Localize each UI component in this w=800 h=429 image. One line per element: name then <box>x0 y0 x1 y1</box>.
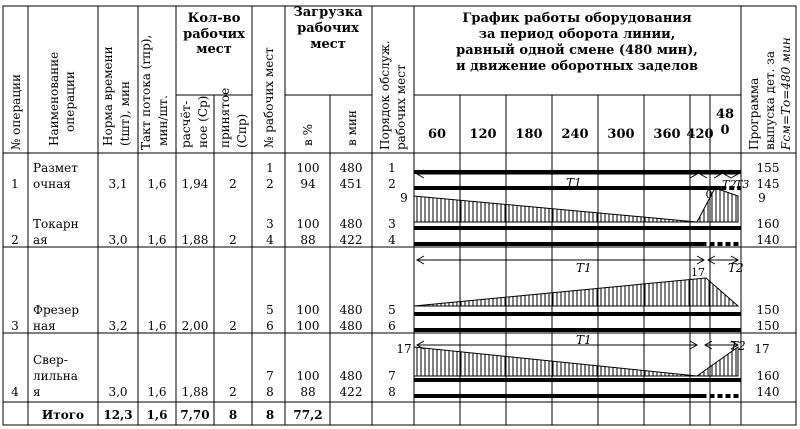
header-accepted: (Спр) <box>235 113 249 148</box>
header-takt: мин/шт. <box>156 95 170 146</box>
load-minutes: 480 <box>339 217 363 231</box>
op-name: лильна <box>33 369 78 383</box>
program-output: 155 <box>756 161 780 175</box>
op-name: ная <box>33 319 56 333</box>
period-label: T1 <box>576 261 592 275</box>
total-norm: 12,3 <box>103 408 133 422</box>
program-output: 140 <box>756 385 780 399</box>
load-percent: 88 <box>300 233 316 247</box>
header-takt: Такт потока (rпр), <box>139 34 153 150</box>
program-output: 160 <box>756 369 780 383</box>
op-norm-time: 3,1 <box>108 177 128 191</box>
header-workplaces: мест <box>196 42 232 57</box>
header-program: Fсм=Tо=480 мин <box>779 37 793 150</box>
load-percent: 100 <box>296 303 320 317</box>
service-order: 3 <box>388 217 396 231</box>
time-tick-label: 0 <box>720 123 730 138</box>
program-output: 140 <box>756 233 780 247</box>
op-norm-time: 3,2 <box>108 319 128 333</box>
op-accepted-workplaces: 2 <box>229 177 237 191</box>
header-calc: ное (Ср) <box>196 95 210 148</box>
time-tick-label: 120 <box>469 127 497 142</box>
op-accepted-workplaces: 2 <box>229 385 237 399</box>
op-norm-time: 3,0 <box>108 233 128 247</box>
workplace-number: 5 <box>266 303 274 317</box>
op-takt: 1,6 <box>147 233 167 247</box>
workplace-number: 8 <box>266 385 274 399</box>
program-output: 150 <box>756 303 780 317</box>
program-output: 145 <box>756 177 780 191</box>
load-minutes: 480 <box>339 369 363 383</box>
time-tick-label: 60 <box>427 127 447 142</box>
load-percent: 94 <box>300 177 316 191</box>
op-number: 1 <box>11 177 19 191</box>
header-service-order: Порядок обслуж. <box>378 40 392 150</box>
op-name: Токарн <box>33 217 79 231</box>
service-order: 1 <box>388 161 396 175</box>
workplace-number: 7 <box>266 369 274 383</box>
backlog-area <box>414 347 697 376</box>
service-order: 7 <box>388 369 396 383</box>
op-calc-workplaces: 1,88 <box>181 385 209 399</box>
op-takt: 1,6 <box>147 319 167 333</box>
op-takt: 1,6 <box>147 385 167 399</box>
header-workplaces: рабочих <box>183 27 245 42</box>
header-op-no: № операции <box>9 73 23 150</box>
header-workplaces: Кол-во <box>187 11 241 26</box>
op-name: Размет <box>33 161 78 175</box>
load-percent: 100 <box>296 319 320 333</box>
time-tick-label: 300 <box>607 127 635 142</box>
period-label: T3 <box>735 178 750 191</box>
header-load-min: в мин <box>345 110 359 146</box>
period-label: T2 <box>730 339 746 353</box>
period-label: T1 <box>566 176 582 190</box>
backlog-value: 9 <box>400 191 408 205</box>
header-schedule-title: равный одной смене (480 мин), <box>456 43 698 58</box>
total-percent: 77,2 <box>293 408 323 422</box>
op-number: 3 <box>11 319 19 333</box>
header-load-pct: в % <box>301 124 315 146</box>
load-minutes: 480 <box>339 161 363 175</box>
op-norm-time: 3,0 <box>108 385 128 399</box>
workplace-number: 2 <box>266 177 274 191</box>
program-output: 160 <box>756 217 780 231</box>
workplace-number: 4 <box>266 233 274 247</box>
service-order: 6 <box>388 319 396 333</box>
total-places: 8 <box>265 408 275 422</box>
load-minutes: 422 <box>339 233 363 247</box>
backlog-value: 0 <box>705 188 713 201</box>
time-tick-label: 180 <box>515 127 543 142</box>
op-accepted-workplaces: 2 <box>229 233 237 247</box>
header-schedule-title: и движение оборотных заделов <box>455 59 699 74</box>
header-schedule-title: за период оборота линии, <box>478 27 676 42</box>
backlog-value: 9 <box>758 191 766 205</box>
op-name: Свер- <box>33 353 68 367</box>
op-name: ая <box>33 233 48 247</box>
op-takt: 1,6 <box>147 177 167 191</box>
workplace-number: 3 <box>266 217 274 231</box>
backlog-value: 17 <box>754 342 770 356</box>
op-number: 2 <box>11 233 19 247</box>
load-minutes: 480 <box>339 319 363 333</box>
workplace-number: 6 <box>266 319 274 333</box>
backlog-area <box>414 196 697 222</box>
total-label: Итого <box>41 408 85 422</box>
header-norm-time: Норма времени <box>101 46 115 146</box>
header-wp-no: № рабочих мест <box>262 47 276 148</box>
period-label: T2 <box>728 261 744 275</box>
header-program: Программа <box>747 77 761 150</box>
total-takt: 1,6 <box>146 408 168 422</box>
time-tick-label: 240 <box>561 127 589 142</box>
header-schedule-title: График работы оборудования <box>462 11 692 26</box>
header-norm-time: (tшт), мин <box>118 81 132 146</box>
op-calc-workplaces: 1,88 <box>181 233 209 247</box>
time-tick-label: 420 <box>686 127 714 142</box>
backlog-value: 17 <box>691 266 705 279</box>
header-accepted: принятое <box>218 87 232 148</box>
header-calc: расчёт- <box>179 100 193 148</box>
header-op-name: операции <box>63 71 77 132</box>
service-order: 5 <box>388 303 396 317</box>
op-accepted-workplaces: 2 <box>229 319 237 333</box>
op-name: я <box>33 385 41 399</box>
header-op-name: Наименование <box>47 51 61 146</box>
load-percent: 100 <box>296 217 320 231</box>
program-output: 150 <box>756 319 780 333</box>
load-minutes: 480 <box>339 303 363 317</box>
workplace-number: 1 <box>266 161 274 175</box>
op-name: Фрезер <box>33 303 80 317</box>
time-tick-label: 360 <box>653 127 681 142</box>
load-percent: 100 <box>296 161 320 175</box>
load-percent: 100 <box>296 369 320 383</box>
op-number: 4 <box>11 385 19 399</box>
service-order: 8 <box>388 385 396 399</box>
load-minutes: 422 <box>339 385 363 399</box>
backlog-value: 17 <box>396 342 412 356</box>
total-calc: 7,70 <box>180 408 210 422</box>
period-label: T2 <box>722 178 737 191</box>
op-calc-workplaces: 2,00 <box>181 319 209 333</box>
service-order: 4 <box>388 233 396 247</box>
time-tick-label: 48 <box>715 107 735 122</box>
header-load: мест <box>310 37 346 52</box>
header-service-order: рабочих мест <box>394 64 408 150</box>
header-program: выпуска дет. за <box>763 50 777 150</box>
header-load: рабочих <box>297 21 359 36</box>
header-load: Загрузка <box>293 5 363 20</box>
load-percent: 88 <box>300 385 316 399</box>
load-minutes: 451 <box>339 177 363 191</box>
period-label: T1 <box>576 333 592 347</box>
total-accepted: 8 <box>228 408 238 422</box>
service-order: 2 <box>388 177 396 191</box>
op-calc-workplaces: 1,94 <box>181 177 209 191</box>
op-name: очная <box>33 177 71 191</box>
